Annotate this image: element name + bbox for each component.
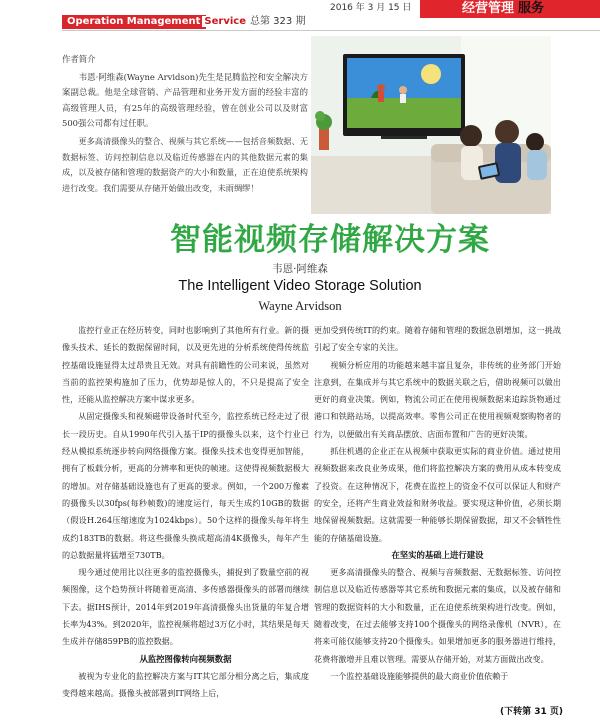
continued-note: (下转第 31 页)	[500, 707, 564, 717]
article-title: 智能视频存储解决方案	[170, 222, 490, 258]
author-name-cn: 韦恩·阿维森	[272, 263, 328, 275]
section-heading: 从监控图像转向视频数据	[139, 653, 232, 664]
section-label	[67, 15, 248, 29]
section-name: Operation Management	[67, 16, 201, 27]
paragraph: 视频分析应用的功能越来越丰富且复杂，非传统的业务部门开始注意到，在集成并与其它系统中的数据关联之后，借助视频可以做出更好的商业决策。例如，物流公司正在使用视频数据来追踪货物通过港口和铁路站场，以提高效率。零售公司正在使用视频观察购物者的行为，以便做出有关商品摆放、店面布置和广告的更好决策。	[314, 359, 561, 439]
article-summary: 更多高清摄像头的整合、视频与其它系统——包括音频数据、无数据标签、访问控制信息以及临近传感器在内的其他数据元素的集成，以及被存储和管理的数据资产的大小和数量，正在迫使系统架构进行改变。我们需要从存储开始做出改变，未雨绸缪！	[62, 135, 308, 193]
issue-date: 2016 年 3 月 15 日	[330, 3, 412, 13]
article-title-en: The Intelligent Video Storage Solution	[178, 278, 422, 294]
header-divider	[62, 30, 600, 31]
paragraph: 抓住机遇的企业正在从视频中获取更实际的商业价值。通过使用视频数据来改良业务成果，他们将监控解决方案的费用从成本转变成了投资。在这种情况下，花费在监控上的资金不仅可以保证人和财产的安全，还将产生商业效益和财务收益。要实现这种价值，必须长期地保留视频数据。这就需要一种能够长期保留数据，却又不会牺牲性能的存储基础设施。	[314, 446, 561, 543]
column-brand-service: 服务	[518, 1, 545, 16]
issue-number: 总第 323 期	[250, 16, 306, 27]
paragraph: 更多高清摄像头的整合、视频与音频数据、无数据标签、访问控制信息以及临近传感器等其它系统和数据元素的集成，以及被存储和管理的数据资料的大小和数量，正在迫使系统架构进行改变。例如，随着改变，在过去能够支持100个摄像头的网络录像机（NVR），在将来可能仅能够支持20个摄像头。如果增加更多的服务器进行维持，花费将激增并且难以管理。需要从存储开始，对某方面做出改变。	[314, 567, 561, 664]
paragraph: 从固定摄像头和视频磁带设备时代至今，监控系统已经走过了很长一段历史。自从1990年代引入基于IP的摄像头以来，这个行业已经从模拟系统逐步转向网络摄像方案。摄像头技术也变得更加智能，拥有了板载分析，更高的分辨率和更快的帧速。这使得视频数据极大的增加。对存储基础设施也有了更高的要求。例如，一个200万像素的摄像头以30fps(每秒帧数)的速度运行，每天生成约10GB的数据（假设H.264压缩速度为1024kbps）。50个这样的摄像头每年将生成约183TB的数据。将这些摄像头换成超高清4K摄像头，每年产生的总数据量将猛增至730TB。	[62, 411, 309, 560]
column-brand-name: 经营管理	[462, 1, 515, 16]
author-bio: 韦恩·阿维森(Wayne Arvidson)先生是昆腾监控和安全解决方案副总裁。他是全球营销、产品管理和业务开发方面的经验丰富的高级管理人员，有25年的高级管理经验，曾在创业公司以及财富500强公司都有过任职。	[62, 71, 308, 129]
author-name-en: Wayne Arvidson	[258, 299, 342, 313]
section-service-tag: Service	[204, 16, 246, 27]
family-watching-tv-photo	[311, 36, 551, 214]
paragraph: 更加受到传统IT的约束。随着存储和管理的数据急剧增加，这一挑战引起了安全专家的关注。	[314, 325, 561, 353]
author-intro	[62, 52, 308, 196]
paragraph: 被视为专业化的监控解决方案与IT其它部分相分离之后，集成度变得越来越高。摄像头被部署到IT网络上后，	[62, 670, 309, 699]
body-column-right	[314, 322, 561, 685]
paragraph: 一个监控基础设施能够提供的最大商业价值依赖于	[330, 670, 509, 681]
column-brand	[420, 0, 600, 18]
paragraph: 监控行业正在经历转变，同时也影响到了其他所有行业。新的摄像头技术、延长的数据保留时间，以及更先进的分析系统使得传统监控基础设施显得太过昂贵且无效。对具有前瞻性的公司来说，虽然对当前的监控架构施加了压力，优势却是惊人的，不只是提高了安全性，还能从监控解决方案中谋求更多。	[62, 325, 309, 405]
section-heading: 在坚实的基础上进行建设	[391, 549, 484, 560]
photo-illustration	[311, 36, 551, 214]
body-column-left	[62, 322, 309, 703]
paragraph: 现今通过使用比以往更多的监控摄像头，捕捉到了数量空前的视频图像，这个趋势预计将随着更高清、多传感器摄像头的部署而继续下去。据IHS预计，2014年到2019年高清摄像头出货量的年复合增长率为43%。到2020年，监控视频将超过3万亿小时，其结果是每天生成并存储859PB的监控数据。	[62, 567, 309, 647]
author-intro-label: 作者简介	[62, 54, 96, 64]
